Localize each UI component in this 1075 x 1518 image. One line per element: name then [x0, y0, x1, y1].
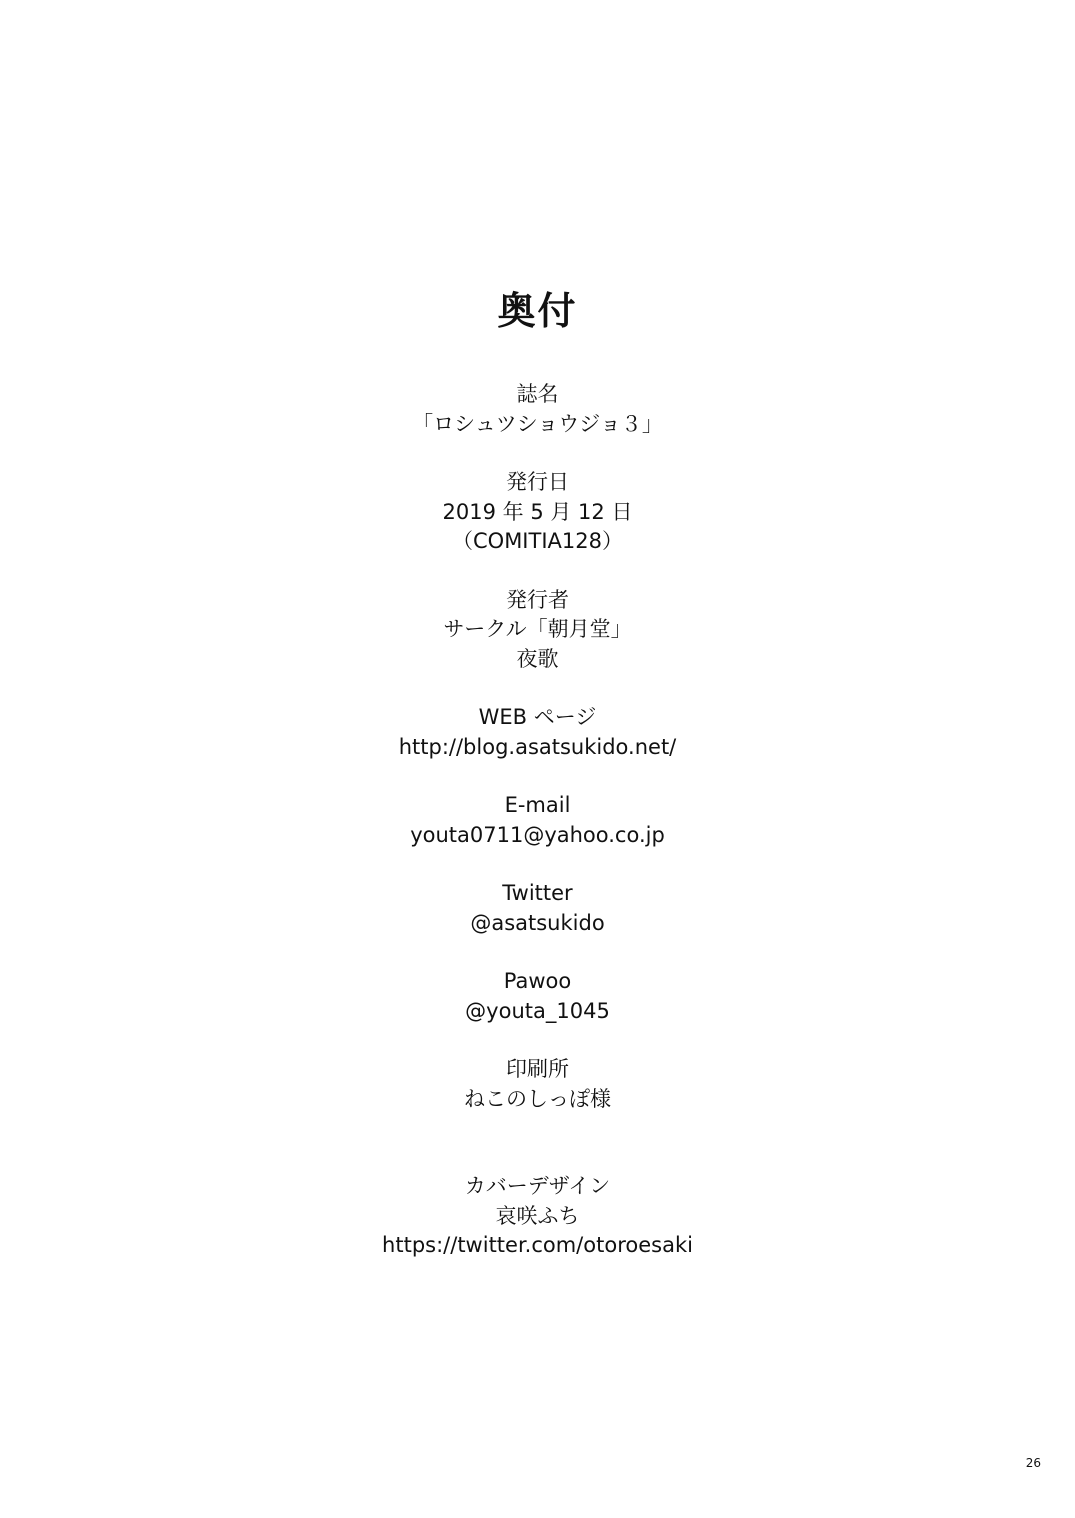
- issue-event: （COMITIA128）: [452, 529, 623, 553]
- pawoo-handle: @youta_1045: [465, 998, 610, 1023]
- spacer: [0, 439, 1075, 468]
- issue-date-label: 発行日: [506, 470, 569, 494]
- cover-designer: 哀咲ふち: [495, 1203, 580, 1228]
- printer-section: [0, 1055, 1075, 1114]
- spacer: [0, 850, 1075, 879]
- cover-design-section: [0, 1172, 1075, 1261]
- web-url: http://blog.asatsukido.net/: [398, 734, 677, 759]
- publisher-section: [0, 586, 1075, 675]
- cover-designer-url: https://twitter.com/otoroesaki: [382, 1233, 693, 1257]
- spacer: [0, 557, 1075, 586]
- issue-date-value: 2019 年 5 月 12 日: [442, 499, 633, 524]
- pawoo-label: Pawoo: [503, 969, 572, 993]
- magazine-label: 誌名: [516, 382, 559, 406]
- issue-date-section: [0, 468, 1075, 557]
- spacer: [0, 762, 1075, 791]
- spacer: [0, 674, 1075, 703]
- publisher-label: 発行者: [506, 587, 569, 612]
- page-title: 奥付: [497, 289, 578, 333]
- printer-label: 印刷所: [506, 1057, 569, 1081]
- printer-name: ねこのしっぽ様: [464, 1086, 611, 1111]
- spacer: [0, 938, 1075, 967]
- email-label: E-mail: [504, 793, 571, 817]
- cover-design-label: カバーデザイン: [464, 1174, 611, 1198]
- twitter-section: [0, 879, 1075, 938]
- pawoo-section: [0, 967, 1075, 1026]
- email-address: youta0711@yahoo.co.jp: [410, 822, 665, 847]
- publisher-circle: サークル「朝月堂」: [443, 617, 632, 641]
- spacer: [0, 1114, 1075, 1172]
- magazine-title: 「ロシュツショウジョ３」: [412, 411, 663, 436]
- page-number: 26: [1025, 1456, 1041, 1470]
- publisher-author: 夜歌: [516, 646, 559, 671]
- web-section: [0, 703, 1075, 762]
- colophon-body: [0, 380, 1075, 1261]
- twitter-handle: @asatsukido: [470, 910, 605, 935]
- web-label: WEB ページ: [478, 705, 597, 729]
- spacer: [0, 1026, 1075, 1055]
- twitter-label: Twitter: [502, 881, 573, 905]
- magazine-section: [0, 380, 1075, 439]
- email-section: [0, 791, 1075, 850]
